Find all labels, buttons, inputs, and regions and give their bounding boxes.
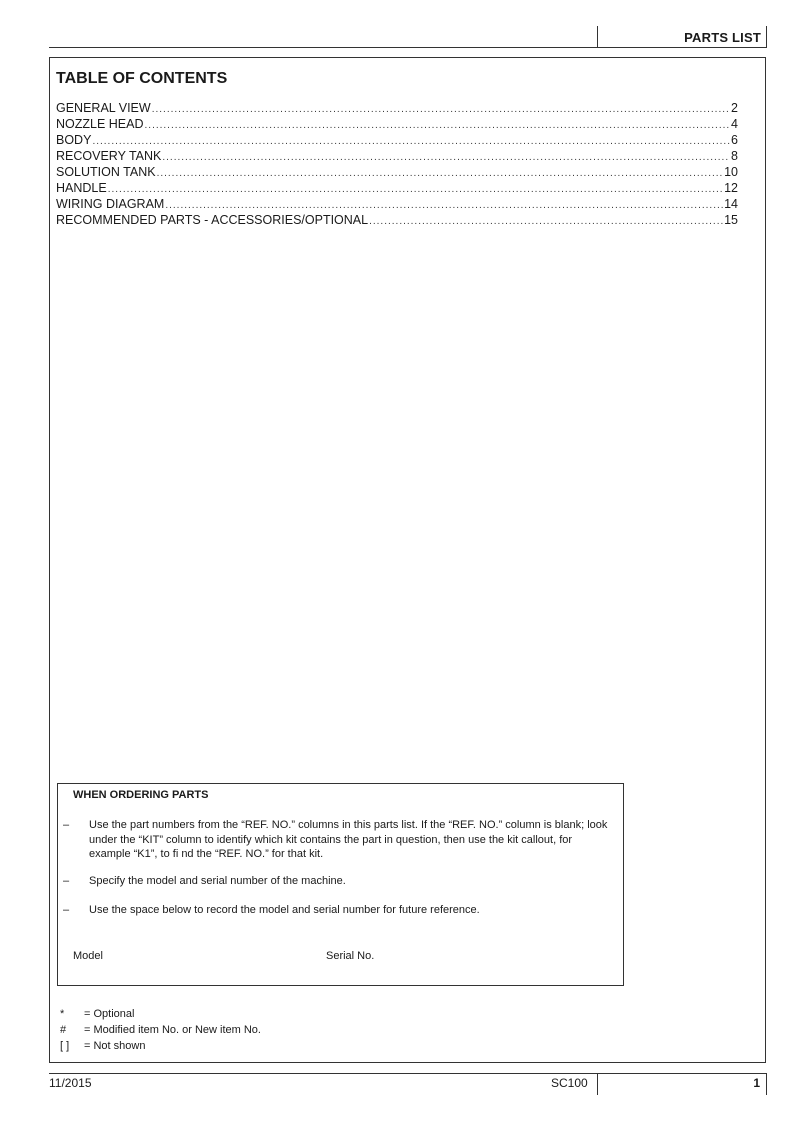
ordering-instruction-text: Use the space below to record the model and serial number for future reference. — [89, 904, 480, 916]
ordering-parts-box — [57, 783, 624, 986]
toc-entry[interactable] — [56, 100, 738, 116]
toc-entry-page: 8 — [731, 149, 738, 163]
ordering-instruction — [63, 818, 613, 862]
header-divider — [597, 26, 598, 47]
toc-title: TABLE OF CONTENTS — [56, 70, 228, 87]
toc-entry[interactable] — [56, 132, 738, 148]
toc-leader-dots — [108, 182, 723, 198]
legend-item — [60, 1022, 261, 1038]
toc-entry-label: BODY — [56, 133, 92, 147]
legend-symbol: # — [60, 1024, 67, 1036]
toc-leader-dots — [145, 118, 731, 134]
toc-entry-label: RECOMMENDED PARTS - ACCESSORIES/OPTIONAL — [56, 213, 369, 227]
dash-bullet: – — [63, 819, 70, 831]
document-header-title: PARTS LIST — [684, 30, 761, 45]
toc-entry-label: WIRING DIAGRAM — [56, 197, 165, 211]
toc-entry[interactable] — [56, 180, 738, 196]
toc-entry-label: RECOVERY TANK — [56, 149, 162, 163]
toc-entry-page: 6 — [731, 133, 738, 147]
toc-entry[interactable] — [56, 116, 738, 132]
ordering-instruction — [63, 874, 613, 889]
ordering-instruction — [63, 903, 613, 918]
footer-page-number: 1 — [753, 1076, 760, 1090]
toc-entry-label: NOZZLE HEAD — [56, 117, 144, 131]
toc-entry-page: 2 — [731, 101, 738, 115]
ordering-parts-title: WHEN ORDERING PARTS — [73, 789, 209, 801]
ordering-instruction-text: Specify the model and serial number of the machine. — [89, 875, 346, 887]
legend-text: = Modified item No. or New item No. — [84, 1024, 261, 1036]
toc-leader-dots — [369, 214, 723, 230]
toc-leader-dots — [152, 102, 730, 118]
header-divider-right — [766, 26, 767, 47]
toc-entry-label: HANDLE — [56, 181, 107, 195]
toc-entry[interactable] — [56, 148, 738, 164]
toc-entry-label: SOLUTION TANK — [56, 165, 156, 179]
legend-text: = Optional — [84, 1008, 135, 1020]
legend-symbol: [ ] — [60, 1040, 70, 1052]
toc-entry-page: 15 — [724, 213, 738, 227]
toc-entry-page: 12 — [724, 181, 738, 195]
toc-entry-label: GENERAL VIEW — [56, 101, 151, 115]
toc-entry[interactable] — [56, 212, 738, 228]
toc-leader-dots — [162, 150, 730, 166]
footer-rule — [49, 1073, 767, 1074]
legend-item — [60, 1038, 261, 1054]
footer-divider-right — [766, 1073, 767, 1095]
header-rule — [49, 47, 767, 48]
toc-entry[interactable] — [56, 164, 738, 180]
toc-entry-page: 14 — [724, 197, 738, 211]
serial-number-field-label: Serial No. — [326, 950, 375, 962]
legend-text: = Not shown — [84, 1040, 146, 1052]
footer-divider — [597, 1073, 598, 1095]
toc-leader-dots — [157, 166, 724, 182]
dash-bullet: – — [63, 875, 70, 887]
toc-entry-page: 4 — [731, 117, 738, 131]
model-field-label: Model — [73, 950, 103, 962]
legend-item — [60, 1006, 261, 1022]
toc-entry-page: 10 — [724, 165, 738, 179]
toc-entry[interactable] — [56, 196, 738, 212]
table-of-contents — [56, 100, 738, 228]
footer-model: SC100 — [551, 1076, 588, 1090]
footer-date: 11/2015 — [49, 1076, 92, 1090]
ordering-instruction-text: Use the part numbers from the “REF. NO.” columns in this parts list. If the “REF. NO.” column is blank; look under the “KIT” column to identify which kit contains the part in question, then use the kit callout, for example “K1”, to fi nd the “REF. NO.” for that kit. — [89, 819, 608, 860]
toc-leader-dots — [92, 134, 730, 150]
symbol-legend — [60, 1006, 261, 1054]
legend-symbol: * — [60, 1008, 65, 1020]
dash-bullet: – — [63, 904, 70, 916]
